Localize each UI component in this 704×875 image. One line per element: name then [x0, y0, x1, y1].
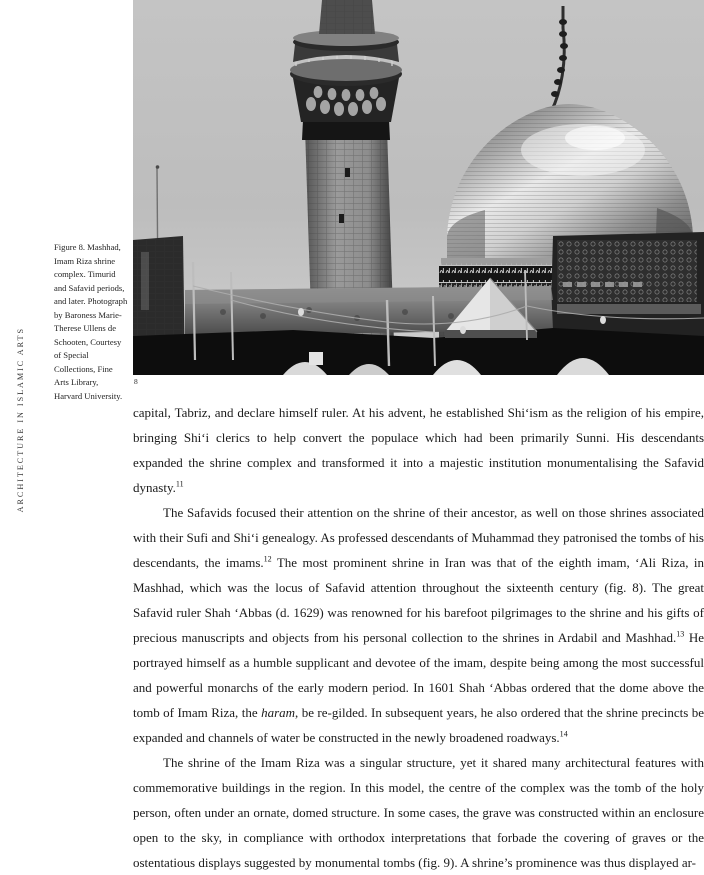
figure-caption: Figure 8. Mashhad, Imam Riza shrine complex. Timurid and Safavid periods, and later. Photograph by Baroness Marie-Therese Ullens de Schooten, Courtesy of Special Collections, Fine Arts Library, Harvard University.: [54, 242, 128, 401]
body-text-column: [133, 400, 704, 875]
footnote-marker: 12: [263, 554, 272, 564]
text-run: capital, Tabriz, and declare himself ruler. At his advent, he established Shi‘ism as the religion of his empire, bringing Shi‘i clerics to help convert the populace which had been primarily Sunni. His descendants expanded the shrine complex and transformed it into a majestic institution monumentalising the Safavid dynasty.: [133, 405, 704, 495]
text-run: He portrayed himself as a humble supplicant and devotee of the imam, despite being among the most successful and powerful monarchs of the early modern period. In 1601 Shah ‘Abbas ordered that the dome above the tomb of Imam Riza, the: [133, 630, 704, 720]
body-paragraph: [133, 400, 704, 500]
text-run: The shrine of the Imam Riza was a singular structure, yet it shared many architectural features with commemorative buildings in the region. In this model, the centre of the complex was the tomb of the holy person, often under an ornate, domed structure. In some cases, the grave was constructed within an enclosure open to the sky, in compliance with orthodox interpretations that forbade the covering of graves or the ostentatious displays suggested by monumental tombs (fig. 9). A shrine’s prominence was thus displayed ar-: [133, 755, 704, 870]
figure-number: 8: [134, 377, 138, 386]
text-run: The Safavids focused their attention on the shrine of their ancestor, as well on those shrines associated with their Sufi and Shi‘i genealogy. As professed descendants of Muhammad they patronised the tombs of his descendants, the imams.: [133, 505, 704, 570]
running-head-label: ARCHITECTURE IN ISLAMIC ARTS: [15, 326, 25, 512]
text-run: , be re-gilded. In subsequent years, he also ordered that the shrine precincts be expanded and channels of water be constructed in the newly broadened roadways.: [133, 705, 704, 745]
footnote-marker: 11: [175, 479, 184, 489]
figure-photograph: [133, 0, 704, 375]
text-run: The most prominent shrine in Iran was that of the eighth imam, ‘Ali Riza, in Mashhad, which was the locus of Safavid attention throughout the sixteenth century (fig. 8). The great Safavid ruler Shah ‘Abbas (d. 1629) was renowned for his barefoot pilgrimages to the shrine and his gifts of precious manuscripts and objects from his personal collection to the shrines in Ardabil and Mashhad.: [133, 555, 704, 645]
footnote-marker: 13: [676, 629, 685, 639]
italic-term: haram: [261, 705, 296, 720]
footnote-marker: 14: [559, 729, 568, 739]
shrine-photo-illustration: [133, 0, 704, 375]
running-head: [10, 262, 32, 512]
body-paragraph: [133, 500, 704, 750]
body-paragraph: [133, 750, 704, 875]
